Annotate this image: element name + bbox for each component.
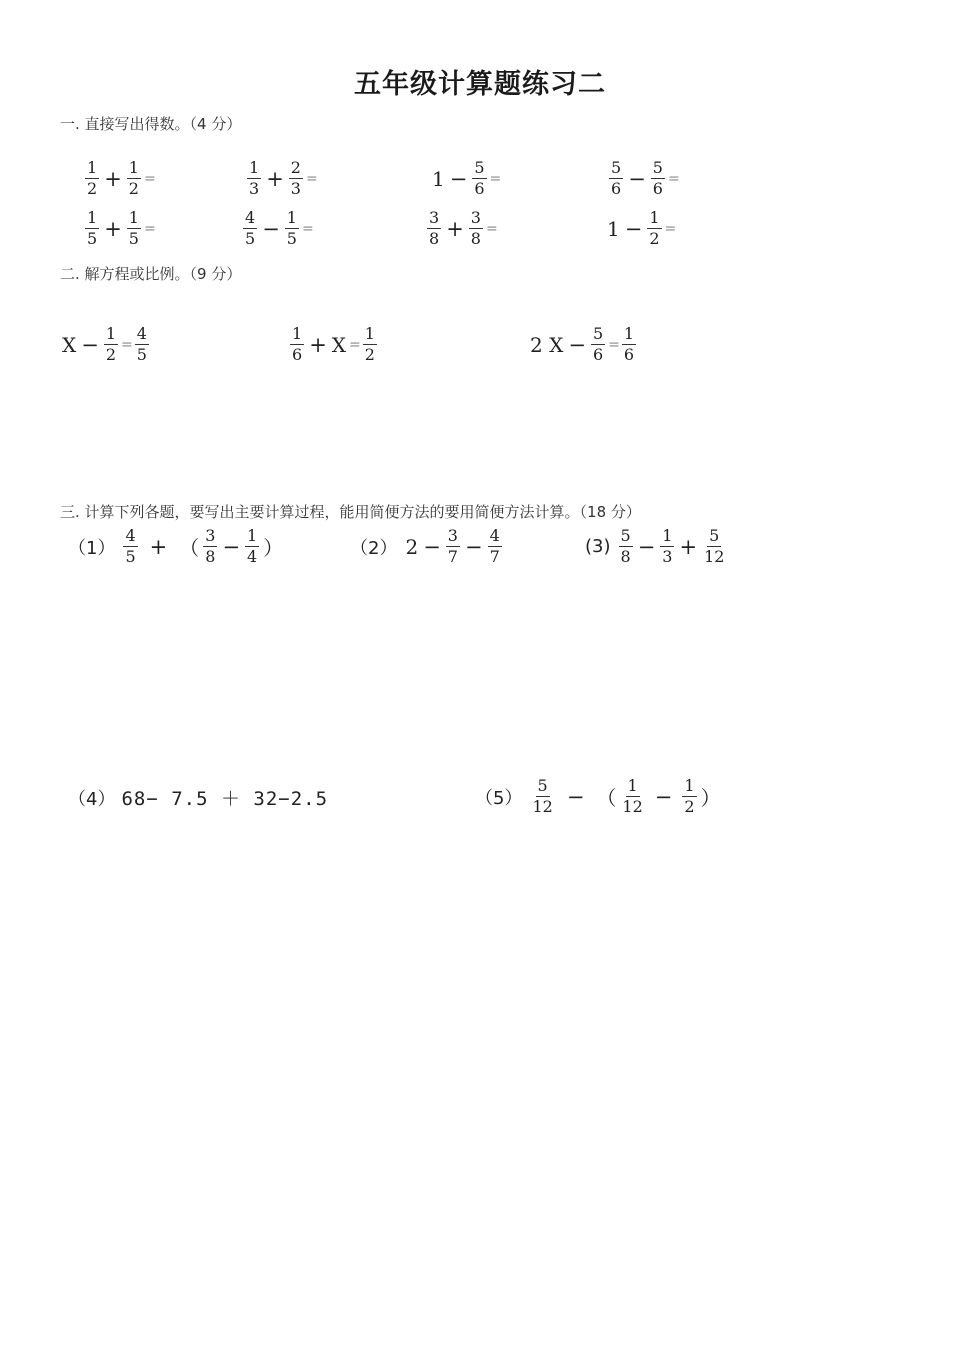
- fraction: [247, 160, 261, 197]
- fraction: [203, 528, 217, 565]
- numerator: 5: [611, 158, 622, 177]
- operator: +: [679, 534, 698, 559]
- section-2-heading: 二. 解方程或比例。（9 分）: [60, 265, 242, 283]
- operator: +: [446, 216, 464, 241]
- fraction: [289, 160, 303, 197]
- fraction: [290, 326, 304, 363]
- numerator: 1: [87, 158, 98, 177]
- fraction: [530, 778, 554, 815]
- fraction: [85, 210, 99, 247]
- fraction: [127, 210, 141, 247]
- numerator: 5: [474, 158, 485, 177]
- operator: −: [81, 332, 99, 357]
- fraction: [285, 210, 299, 247]
- denominator: 6: [292, 345, 303, 364]
- numerator: 5: [620, 526, 631, 545]
- problem-number: (3): [585, 536, 611, 557]
- problem-1-1: [83, 160, 156, 197]
- problem-3-1: [68, 528, 285, 565]
- fraction: [660, 528, 674, 565]
- operator: −: [222, 534, 241, 559]
- denominator: 12: [704, 547, 725, 566]
- problem-number: （4）: [68, 788, 116, 810]
- numerator: 4: [125, 526, 136, 545]
- fraction: [123, 528, 137, 565]
- operator: +: [266, 166, 284, 191]
- denominator: 3: [249, 179, 260, 198]
- denominator: 5: [87, 229, 98, 248]
- problem-1-8: [605, 210, 676, 247]
- operator: −: [262, 216, 280, 241]
- denominator: 5: [245, 229, 256, 248]
- denominator: 7: [489, 547, 500, 566]
- denominator: 3: [290, 179, 301, 198]
- operator: −: [423, 534, 441, 559]
- equals-sign: =: [664, 220, 677, 237]
- denominator: 6: [474, 179, 485, 198]
- fraction: [591, 326, 605, 363]
- numerator: 1: [128, 208, 139, 227]
- operator: −: [624, 216, 643, 241]
- page-title: 五年级计算题练习二: [354, 69, 606, 100]
- variable: X: [331, 332, 347, 357]
- fraction: [104, 326, 118, 363]
- denominator: 8: [429, 229, 440, 248]
- numerator: 4: [136, 324, 147, 343]
- fraction: [619, 528, 633, 565]
- equals-sign: =: [305, 170, 318, 187]
- numerator: 1: [128, 158, 139, 177]
- fraction: [85, 160, 99, 197]
- numerator: 1: [364, 324, 375, 343]
- denominator: 2: [105, 345, 117, 364]
- right-paren: ）: [700, 786, 721, 810]
- operator: −: [568, 332, 586, 357]
- fraction: [620, 778, 644, 815]
- fraction: [651, 160, 665, 197]
- denominator: 2: [364, 345, 375, 364]
- expression: 68− 7.5 ＋ 32−2.5: [121, 788, 329, 810]
- numerator: 5: [592, 324, 604, 343]
- fraction: [472, 160, 486, 197]
- section-3-heading: 三. 计算下列各题，要写出主要计算过程，能用简便方法的要用简便方法计算。（18 分）: [60, 503, 641, 521]
- whole-number: 1: [432, 166, 445, 191]
- denominator: 8: [205, 547, 216, 566]
- fraction: [446, 528, 460, 565]
- problem-1-3: [430, 160, 501, 197]
- denominator: 2: [128, 179, 139, 198]
- equals-sign: =: [143, 170, 156, 187]
- numerator: 1: [649, 208, 660, 227]
- fraction: [488, 528, 502, 565]
- equals-sign: =: [349, 336, 361, 353]
- fraction: [245, 528, 259, 565]
- numerator: 2: [290, 158, 301, 177]
- operator: −: [449, 166, 468, 191]
- fraction: [427, 210, 441, 247]
- operator: −: [464, 534, 483, 559]
- whole-number: 1: [607, 216, 620, 241]
- numerator: 3: [447, 526, 458, 545]
- left-paren: （: [179, 536, 200, 560]
- numerator: 1: [105, 324, 117, 343]
- denominator: 2: [684, 797, 695, 816]
- numerator: 5: [652, 158, 663, 177]
- problem-1-7: [425, 210, 498, 247]
- numerator: 4: [245, 208, 256, 227]
- whole-number: 2: [405, 534, 419, 559]
- fraction: [243, 210, 257, 247]
- problem-1-5: [83, 210, 156, 247]
- problem-1-2: [245, 160, 318, 197]
- operator: +: [309, 332, 327, 357]
- problem-3-2: [350, 528, 504, 565]
- operator: −: [654, 784, 673, 809]
- numerator: 1: [286, 208, 297, 227]
- fraction: [127, 160, 141, 197]
- problem-1-4: [607, 160, 680, 197]
- numerator: 1: [627, 776, 638, 795]
- section-1-heading: 一. 直接写出得数。（4 分）: [60, 115, 242, 133]
- operator: −: [628, 166, 646, 191]
- numerator: 1: [249, 158, 260, 177]
- denominator: 12: [622, 797, 643, 816]
- denominator: 5: [125, 547, 136, 566]
- denominator: 7: [447, 547, 458, 566]
- denominator: 5: [286, 229, 297, 248]
- denominator: 4: [247, 547, 258, 566]
- numerator: 3: [429, 208, 440, 227]
- equation-3: [528, 326, 638, 363]
- fraction: [682, 778, 696, 815]
- equals-sign: =: [301, 220, 314, 237]
- operator: +: [149, 534, 168, 559]
- fraction: [609, 160, 623, 197]
- problem-3-4: [68, 784, 328, 811]
- equals-sign: =: [608, 336, 620, 353]
- variable: 2 X: [530, 332, 564, 357]
- problem-number: （2）: [350, 537, 398, 559]
- fraction: [469, 210, 483, 247]
- problem-3-5: [475, 778, 723, 815]
- denominator: 6: [592, 345, 604, 364]
- right-paren: ）: [263, 536, 284, 560]
- operator: +: [104, 166, 122, 191]
- numerator: 1: [662, 526, 673, 545]
- numerator: 5: [709, 526, 720, 545]
- denominator: 5: [128, 229, 139, 248]
- denominator: 12: [532, 797, 553, 816]
- fraction: [363, 326, 377, 363]
- numerator: 1: [247, 526, 258, 545]
- numerator: 1: [292, 324, 303, 343]
- denominator: 3: [662, 547, 673, 566]
- equals-sign: =: [485, 220, 498, 237]
- denominator: 6: [623, 345, 635, 364]
- denominator: 2: [87, 179, 98, 198]
- numerator: 1: [87, 208, 98, 227]
- fraction: [135, 326, 149, 363]
- numerator: 4: [489, 526, 500, 545]
- denominator: 8: [620, 547, 631, 566]
- equation-1: [60, 326, 151, 363]
- denominator: 8: [470, 229, 481, 248]
- numerator: 3: [470, 208, 481, 227]
- equals-sign: =: [121, 336, 133, 353]
- problem-3-3: [585, 528, 728, 565]
- denominator: 5: [136, 345, 147, 364]
- problem-number: （5）: [475, 787, 523, 809]
- problem-1-6: [241, 210, 314, 247]
- problem-number: （1）: [68, 537, 116, 559]
- operator: −: [637, 534, 656, 559]
- equals-sign: =: [143, 220, 156, 237]
- denominator: 2: [649, 229, 660, 248]
- fraction: [647, 210, 661, 247]
- numerator: 5: [537, 776, 548, 795]
- fraction: [622, 326, 636, 363]
- operator: −: [566, 784, 585, 809]
- equation-2: [288, 326, 379, 363]
- denominator: 6: [611, 179, 622, 198]
- left-paren: （: [596, 786, 617, 810]
- denominator: 6: [652, 179, 663, 198]
- numerator: 3: [205, 526, 216, 545]
- operator: +: [104, 216, 122, 241]
- fraction: [702, 528, 726, 565]
- numerator: 1: [684, 776, 695, 795]
- equals-sign: =: [489, 170, 502, 187]
- equals-sign: =: [667, 170, 680, 187]
- numerator: 1: [623, 324, 635, 343]
- variable: X: [62, 332, 77, 357]
